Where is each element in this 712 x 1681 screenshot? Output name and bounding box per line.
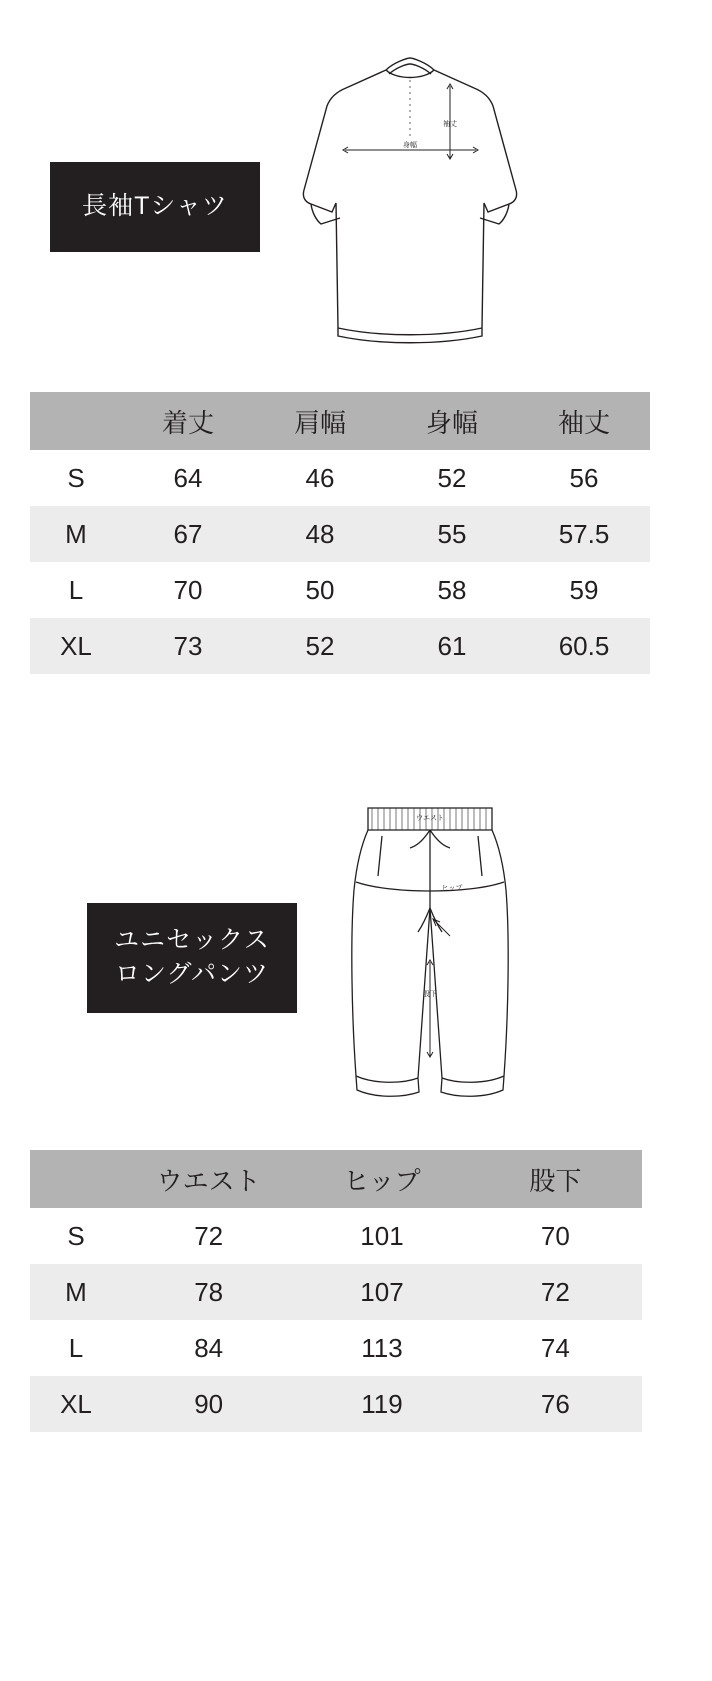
header-bodywidth: 身幅	[386, 392, 518, 450]
cell-hip: 119	[295, 1376, 468, 1432]
cell-waist: 84	[122, 1320, 295, 1376]
table-header-row	[30, 1150, 642, 1208]
svg-text:ヒップ: ヒップ	[441, 885, 463, 892]
cell-waist: 78	[122, 1264, 295, 1320]
cell-sleeve: 57.5	[518, 506, 650, 562]
cell-hip: 101	[295, 1208, 468, 1264]
header-size	[30, 392, 122, 450]
cell-size: S	[30, 450, 122, 506]
cell-sleeve: 56	[518, 450, 650, 506]
cell-size: XL	[30, 618, 122, 674]
cell-hip: 107	[295, 1264, 468, 1320]
cell-sleeve: 60.5	[518, 618, 650, 674]
pants-label-line1: ユニセックス	[114, 926, 270, 955]
table-row	[30, 1376, 642, 1432]
table-row	[30, 618, 650, 674]
cell-inseam: 72	[469, 1264, 642, 1320]
cell-hip: 113	[295, 1320, 468, 1376]
table-row	[30, 506, 650, 562]
cell-size: L	[30, 562, 122, 618]
pants-illustration	[330, 790, 530, 1125]
cell-length: 70	[122, 562, 254, 618]
table-row	[30, 450, 650, 506]
pants-table-wrap	[30, 1150, 642, 1432]
table-row	[30, 1264, 642, 1320]
cell-length: 73	[122, 618, 254, 674]
cell-shoulder: 46	[254, 450, 386, 506]
svg-text:袖丈: 袖丈	[443, 121, 457, 128]
cell-length: 64	[122, 450, 254, 506]
pants-label-box	[87, 903, 297, 1013]
cell-inseam: 74	[469, 1320, 642, 1376]
cell-shoulder: 52	[254, 618, 386, 674]
header-length: 着丈	[122, 392, 254, 450]
cell-waist: 90	[122, 1376, 295, 1432]
cell-sleeve: 59	[518, 562, 650, 618]
svg-text:股下: 股下	[423, 991, 437, 998]
pants-label-line2: ロングパンツ	[114, 960, 269, 988]
table-row	[30, 1208, 642, 1264]
table-row	[30, 1320, 642, 1376]
cell-waist: 72	[122, 1208, 295, 1264]
shirt-illustration	[290, 40, 530, 365]
svg-text:ウエスト: ウエスト	[416, 815, 444, 822]
header-waist: ウエスト	[122, 1150, 295, 1208]
pants-size-table	[30, 1150, 642, 1432]
cell-shoulder: 48	[254, 506, 386, 562]
header-sleeve: 袖丈	[518, 392, 650, 450]
cell-length: 67	[122, 506, 254, 562]
shirt-label-text: 長袖Tシャツ	[82, 192, 228, 221]
header-hip: ヒップ	[295, 1150, 468, 1208]
cell-size: M	[30, 1264, 122, 1320]
cell-size: S	[30, 1208, 122, 1264]
cell-size: M	[30, 506, 122, 562]
cell-size: XL	[30, 1376, 122, 1432]
cell-bodywidth: 55	[386, 506, 518, 562]
table-header-row	[30, 392, 650, 450]
header-shoulder: 肩幅	[254, 392, 386, 450]
shirt-table-wrap	[30, 392, 650, 674]
shirt-size-table	[30, 392, 650, 674]
svg-text:身幅: 身幅	[403, 142, 417, 149]
cell-size: L	[30, 1320, 122, 1376]
shirt-label-box	[50, 162, 260, 252]
cell-bodywidth: 58	[386, 562, 518, 618]
table-row	[30, 562, 650, 618]
header-inseam: 股下	[469, 1150, 642, 1208]
cell-bodywidth: 52	[386, 450, 518, 506]
cell-inseam: 70	[469, 1208, 642, 1264]
cell-inseam: 76	[469, 1376, 642, 1432]
cell-shoulder: 50	[254, 562, 386, 618]
header-size	[30, 1150, 122, 1208]
cell-bodywidth: 61	[386, 618, 518, 674]
